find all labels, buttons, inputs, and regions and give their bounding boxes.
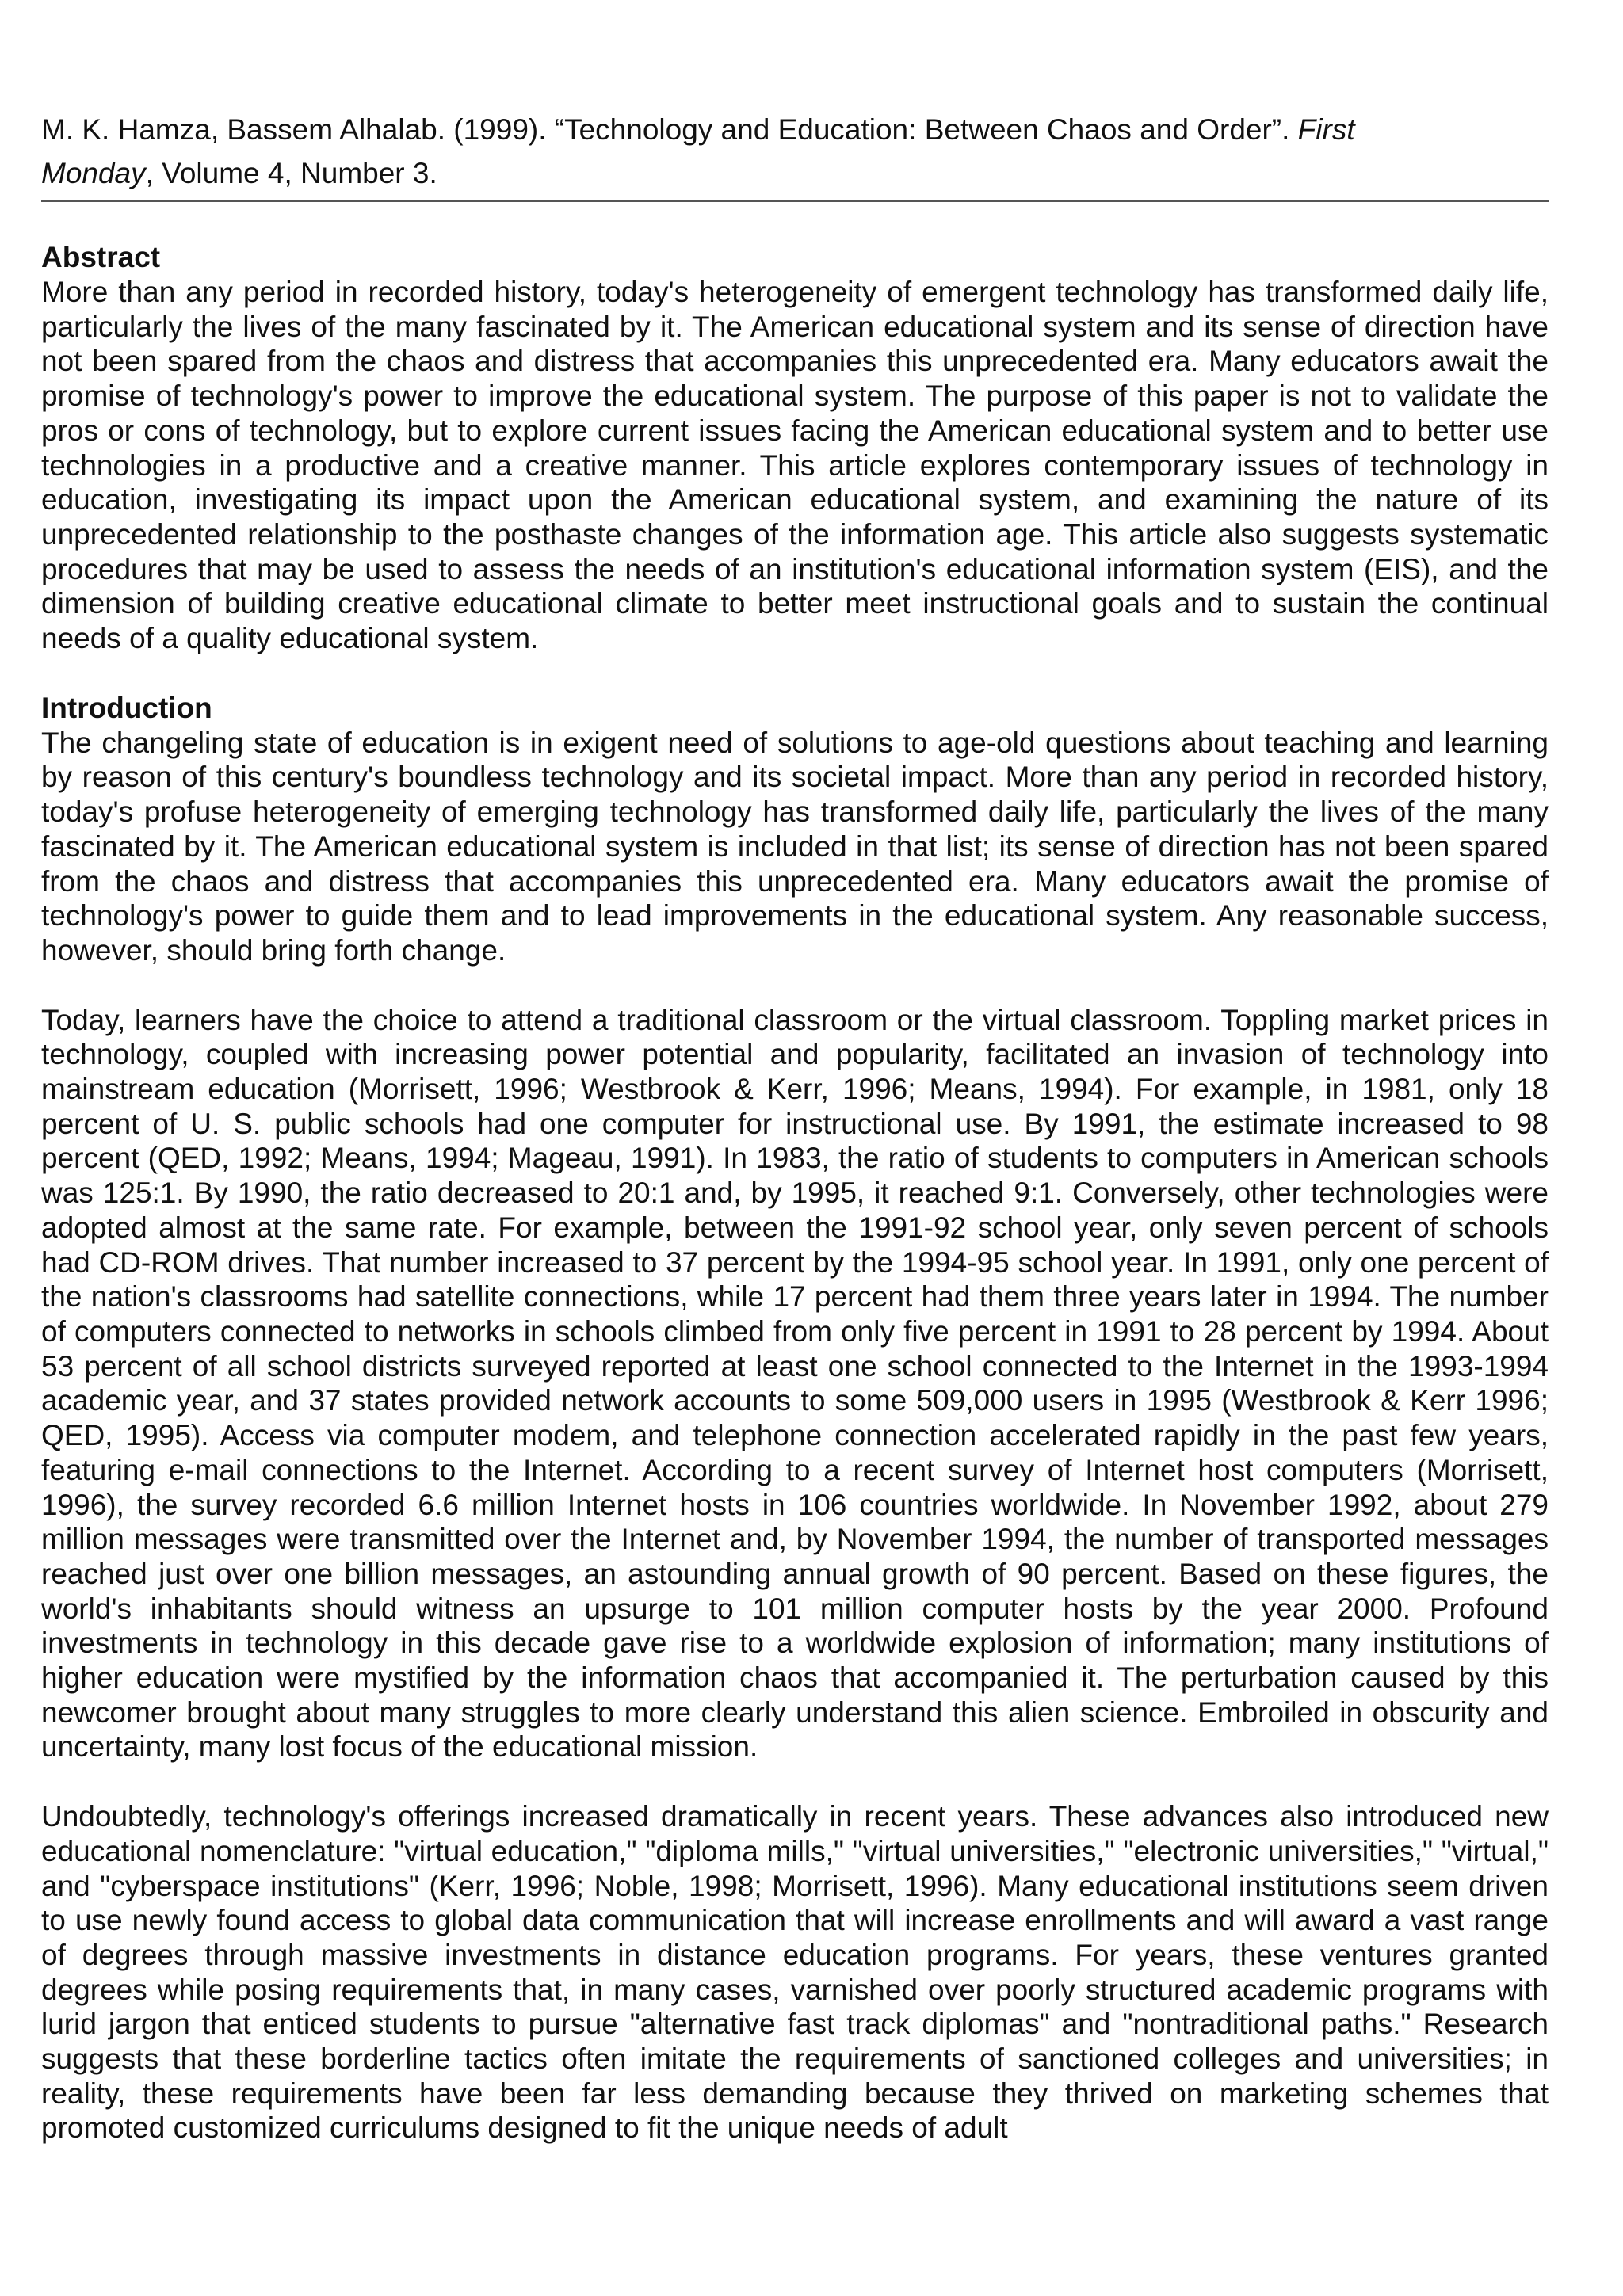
introduction-paragraph-1: The changeling state of education is in exigent need of solutions to age-old questions about teaching and learning by reason of this century's boundless technology and its societal impact. More than any period in recorded history, today's profuse heterogeneity of emerging technology has transformed daily life, particularly the lives of the many fascinated by it. The American educational system is included in that list; its sense of direction has not been spared from the chaos and distress that accompanies this unprecedented era. Many educators await the promise of technology's power to guide them and to lead improvements in the educational system. Any reasonable success, however, should bring forth change.	[41, 726, 1549, 967]
citation-journal-first: First	[1297, 113, 1355, 146]
abstract-heading: Abstract	[41, 241, 161, 273]
introduction-paragraph-3: Undoubtedly, technology's offerings increased dramatically in recent years. These advances also introduced new educational nomenclature: "virtual education," "diploma mills," "virtual universities," "electronic universities," "virtual," and "cyberspace institutions" (Kerr, 1996; Noble, 1998; Morrisett, 1996). Many educational institutions seem driven to use newly found access to global data communication that will increase enrollments and will award a vast range of degrees through massive investments in distance education programs. For years, these ventures granted degrees while posing requirements that, in many cases, varnished over poorly structured academic programs with lurid jargon that enticed students to pursue "alternative fast track diplomas" and "nontraditional paths." Research suggests that these borderline tactics often imitate the requirements of sanctioned colleges and universities; in reality, these requirements have been far less demanding because they thrived on marketing schemes that promoted customized curriculums designed to fit the unique needs of adult	[41, 1800, 1549, 2145]
abstract-paragraph: More than any period in recorded history, today's heterogeneity of emergent technology has transformed daily life, particularly the lives of the many fascinated by it. The American educational system and its sense of direction have not been spared from the chaos and distress that accompanies this unprecedented era. Many educators await the promise of technology's power to improve the educational system. The purpose of this paper is not to validate the pros or cons of technology, but to explore current issues facing the American educational system and to better use technologies in a productive and a creative manner. This article explores contemporary issues of technology in education, investigating its impact upon the American educational system, and examining the nature of its unprecedented relationship to the posthaste changes of the information age. This article also suggests systematic procedures that may be used to assess the needs of an institution's educational information system (EIS), and the dimension of building creative educational climate to better meet instructional goals and to sustain the continual needs of a quality educational system.	[41, 276, 1549, 655]
citation-prefix: M. K. Hamza, Bassem Alhalab. (1999). “Technology and Education: Between Chaos and Order”.	[41, 113, 1298, 146]
header-divider	[41, 200, 1549, 202]
document-page	[41, 108, 1549, 2145]
citation	[41, 108, 1549, 195]
citation-suffix: , Volume 4, Number 3.	[145, 157, 437, 189]
introduction-paragraph-2: Today, learners have the choice to attend a traditional classroom or the virtual classroom. Toppling market prices in technology, coupled with increasing power potential and popularity, facilitated an invasion of technology into mainstream education (Morrisett, 1996; Westbrook & Kerr, 1996; Means, 1994). For example, in 1981, only 18 percent of U. S. public schools had one computer for instructional use. By 1991, the estimate increased to 98 percent (QED, 1992; Means, 1994; Mageau, 1991). In 1983, the ratio of students to computers in American schools was 125:1. By 1990, the ratio decreased to 20:1 and, by 1995, it reached 9:1. Conversely, other technologies were adopted almost at the same rate. For example, between the 1991-92 school year, only seven percent of schools had CD-ROM drives. That number increased to 37 percent by the 1994-95 school year. In 1991, only one percent of the nation's classrooms had satellite connections, while 17 percent had them three years later in 1994. The number of computers connected to networks in schools climbed from only five percent in 1991 to 28 percent by 1994. About 53 percent of all school districts surveyed reported at least one school connected to the Internet in the 1993-1994 academic year, and 37 states provided network accounts to some 509,000 users in 1995 (Westbrook & Kerr 1996; QED, 1995). Access via computer modem, and telephone connection accelerated rapidly in the past few years, featuring e-mail connections to the Internet. According to a recent survey of Internet host computers (Morrisett, 1996), the survey recorded 6.6 million Internet hosts in 106 countries worldwide. In November 1992, about 279 million messages were transmitted over the Internet and, by November 1994, the number of transported messages reached just over one billion messages, an astounding annual growth of 90 percent. Based on these figures, the world's inhabitants should witness an upsurge to 101 million computer hosts by the year 2000. Profound investments in technology in this decade gave rise to a worldwide explosion of information; many institutions of higher education were mystified by the information chaos that accompanied it. The perturbation caused by this newcomer brought about many struggles to more clearly understand this alien science. Embroiled in obscurity and uncertainty, many lost focus of the educational mission.	[41, 1003, 1549, 1764]
introduction-heading: Introduction	[41, 691, 212, 724]
citation-journal-second: Monday	[41, 157, 146, 189]
